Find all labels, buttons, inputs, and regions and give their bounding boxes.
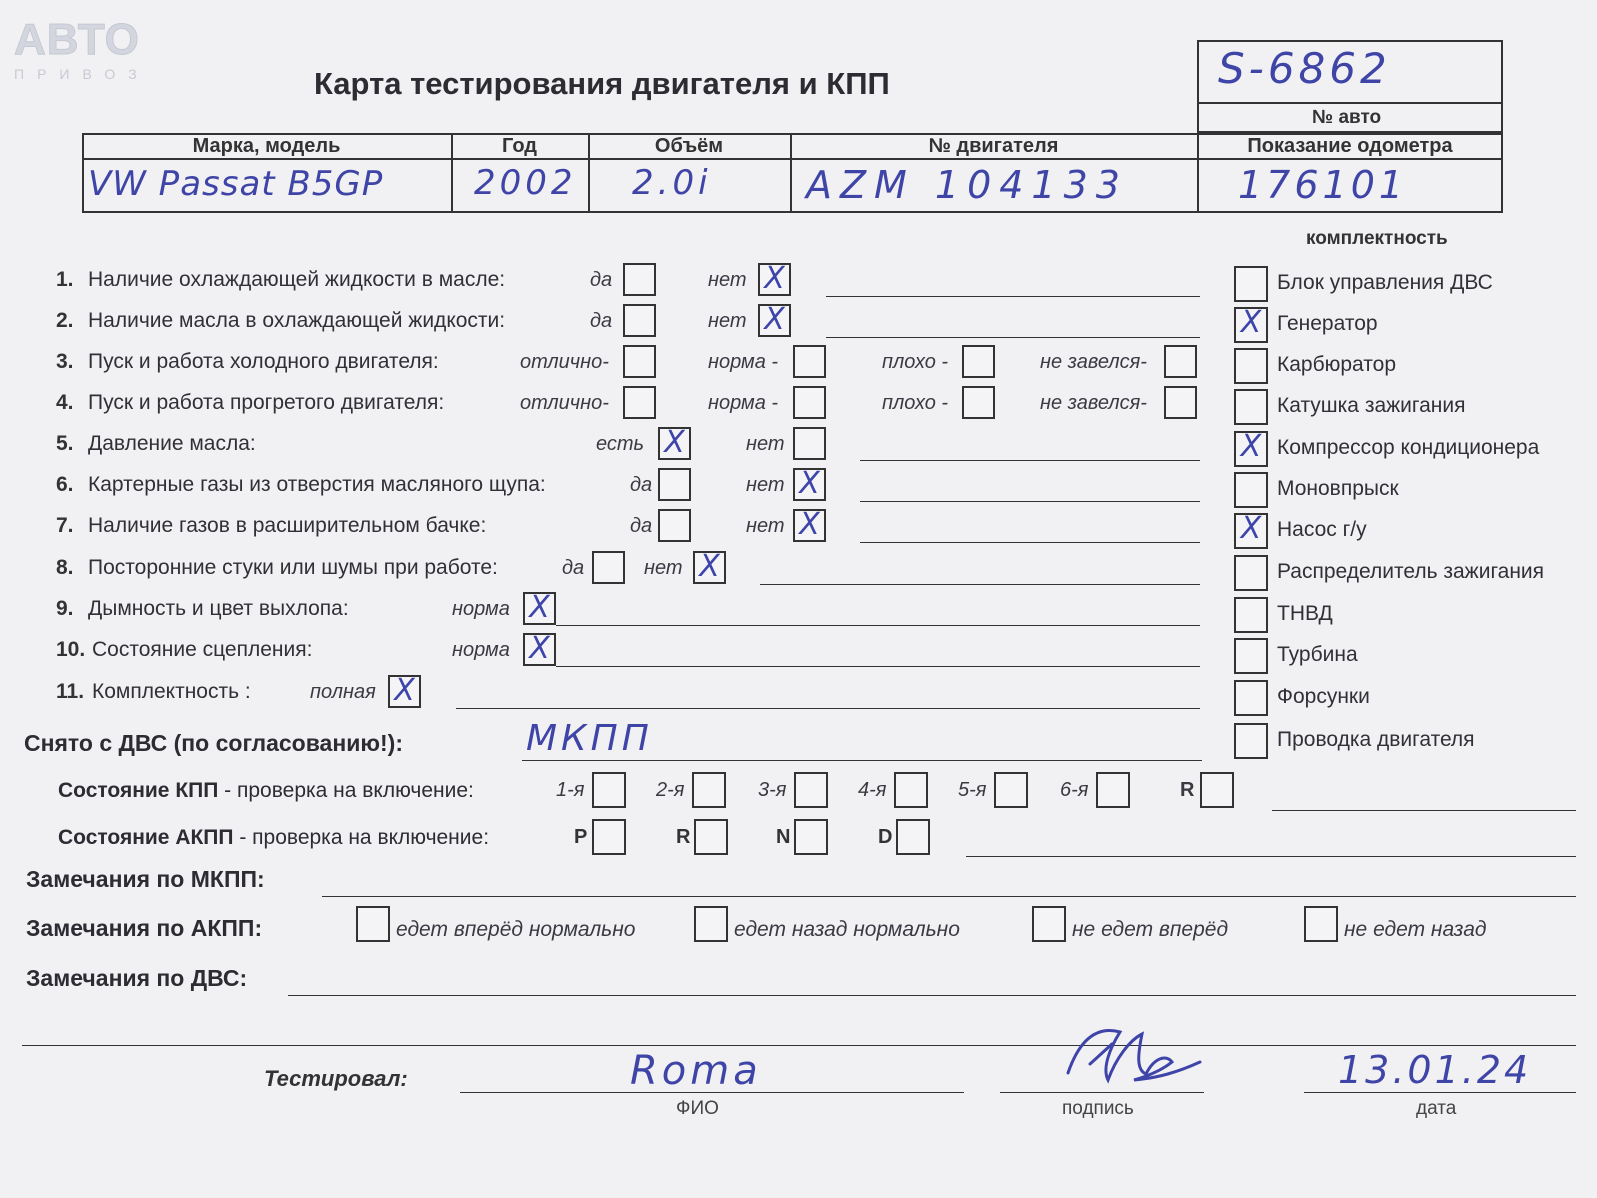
dvs-remarks-line: [288, 995, 1576, 996]
question-number: 11.: [56, 680, 85, 703]
akpp-label: [58, 826, 489, 850]
option-checkbox[interactable]: [962, 386, 995, 419]
header-engine-number: № двигателя: [928, 135, 1059, 157]
logo-sub-text: ПРИВОЗ: [14, 66, 150, 82]
option-checkbox[interactable]: [658, 427, 691, 460]
dvs-remarks-line-2: [22, 1045, 1576, 1046]
option-checkbox[interactable]: [793, 468, 826, 501]
option-label: плохо -: [882, 392, 949, 414]
component-label: Турбина: [1277, 643, 1358, 666]
logo-main-text: АВТО: [14, 15, 140, 64]
question-number: 2.: [56, 309, 74, 332]
option-label: полная: [310, 681, 376, 703]
gear-checkbox[interactable]: [1200, 772, 1234, 808]
gear-checkbox[interactable]: [1096, 772, 1130, 808]
component-label: Форсунки: [1277, 685, 1370, 708]
akpp-mode-checkbox[interactable]: [694, 819, 728, 855]
question-number: 8.: [56, 556, 74, 579]
question-text: Давление масла:: [88, 432, 256, 455]
question-number: 6.: [56, 473, 74, 496]
gear-checkbox[interactable]: [994, 772, 1028, 808]
component-checkbox[interactable]: [1234, 266, 1268, 302]
option-label: нет: [708, 269, 747, 291]
header-volume: Объём: [654, 135, 724, 157]
option-checkbox[interactable]: [658, 468, 691, 501]
option-checkbox[interactable]: [793, 345, 826, 378]
check-mark: X: [799, 466, 820, 501]
component-checkbox[interactable]: [1234, 638, 1268, 674]
value-odometer: 176101: [1238, 163, 1408, 207]
option-checkbox[interactable]: [962, 345, 995, 378]
component-checkbox[interactable]: [1234, 307, 1268, 343]
gear-label: R: [1180, 779, 1195, 801]
akpp-mode-checkbox[interactable]: [794, 819, 828, 855]
check-mark: X: [664, 425, 685, 460]
value-year: 2002: [474, 163, 577, 203]
check-mark: X: [764, 302, 785, 337]
component-label: Проводка двигателя: [1277, 728, 1475, 751]
answer-line: [860, 460, 1200, 461]
akpp-mode-label: P: [574, 826, 588, 848]
completeness-header: комплектность: [1306, 228, 1448, 249]
option-label: нет: [746, 474, 785, 496]
option-label: да: [562, 557, 585, 579]
option-label: да: [630, 474, 653, 496]
fio-caption: ФИО: [676, 1098, 719, 1119]
kpp-label-bold: Состояние КПП: [58, 779, 219, 802]
option-label: норма -: [708, 392, 779, 414]
dvs-remarks-label: Замечания по ДВС:: [26, 965, 248, 991]
question-number: 10.: [56, 638, 86, 661]
akpp-remark-checkbox[interactable]: [1304, 906, 1338, 942]
check-mark: X: [699, 549, 720, 584]
car-number-value: S-6862: [1218, 44, 1391, 93]
page-title: Карта тестирования двигателя и КПП: [314, 66, 890, 101]
table-header-divider: [82, 158, 1503, 160]
check-mark: X: [1240, 429, 1262, 464]
gear-checkbox[interactable]: [692, 772, 726, 808]
component-label: Блок управления ДВС: [1277, 271, 1493, 294]
option-label: отлично-: [520, 392, 609, 414]
answer-line: [860, 501, 1200, 502]
gear-checkbox[interactable]: [894, 772, 928, 808]
signature-line: [1000, 1092, 1204, 1093]
gear-label: 6-я: [1060, 779, 1089, 801]
option-checkbox[interactable]: [1164, 345, 1197, 378]
option-label: нет: [746, 433, 785, 455]
question-text: Картерные газы из отверстия масляного щупа:: [88, 473, 546, 496]
gear-label: 5-я: [958, 779, 987, 801]
question-text: Состояние сцепления:: [92, 638, 313, 661]
header-make-model: Марка, модель: [192, 135, 341, 157]
avto-privoz-logo: [14, 15, 150, 82]
akpp-mode-checkbox[interactable]: [592, 819, 626, 855]
gear-label: 2-я: [656, 779, 685, 801]
component-label: Компрессор кондиционера: [1277, 436, 1540, 459]
check-mark: X: [799, 507, 820, 542]
answer-line: [826, 337, 1200, 338]
option-label: не завелся-: [1040, 392, 1147, 414]
removed-line: [522, 760, 1202, 761]
question-text: Пуск и работа прогретого двигателя:: [88, 391, 445, 414]
question-text: Наличие масла в охлаждающей жидкости:: [88, 309, 506, 332]
kpp-label: [58, 779, 474, 803]
option-label: да: [590, 310, 613, 332]
question-number: 1.: [56, 268, 74, 291]
akpp-remark-option: не едет назад: [1344, 918, 1487, 941]
component-checkbox[interactable]: [1234, 680, 1268, 716]
answer-line: [826, 296, 1200, 297]
option-checkbox[interactable]: [623, 263, 656, 296]
option-label: не завелся-: [1040, 351, 1147, 373]
component-checkbox[interactable]: [1234, 513, 1268, 549]
check-mark: X: [1240, 511, 1262, 546]
gear-label: 4-я: [858, 779, 887, 801]
question-number: 7.: [56, 514, 74, 537]
option-label: норма -: [708, 351, 779, 373]
question-text: Пуск и работа холодного двигателя:: [88, 350, 439, 373]
answer-line: [556, 666, 1200, 667]
mkpp-remarks-label: Замечания по МКПП:: [26, 866, 265, 892]
component-checkbox[interactable]: [1234, 723, 1268, 759]
gear-checkbox[interactable]: [592, 772, 626, 808]
car-number-label: № авто: [1312, 107, 1382, 128]
component-label: Насос г/у: [1277, 518, 1367, 541]
check-mark: X: [394, 673, 415, 708]
component-label: Генератор: [1277, 312, 1378, 335]
removed-value: МКПП: [526, 718, 653, 759]
tested-label: Тестировал:: [264, 1066, 408, 1091]
akpp-remark-checkbox[interactable]: [356, 906, 390, 942]
option-label: норма: [452, 639, 510, 661]
car-number-divider: [1197, 102, 1503, 104]
akpp-remark-checkbox[interactable]: [1032, 906, 1066, 942]
option-checkbox[interactable]: [623, 304, 656, 337]
component-checkbox[interactable]: [1234, 555, 1268, 591]
answer-line: [760, 584, 1200, 585]
kpp-line: [1272, 810, 1576, 811]
question-number: 9.: [56, 597, 74, 620]
check-mark: X: [1240, 305, 1262, 340]
fio-line: [460, 1092, 964, 1093]
signature-caption: подпись: [1062, 1098, 1134, 1119]
fio-value: Roma: [630, 1048, 762, 1094]
component-checkbox[interactable]: [1234, 472, 1268, 508]
akpp-line: [966, 856, 1576, 857]
header-odometer: Показание одометра: [1247, 135, 1453, 157]
component-checkbox[interactable]: [1234, 431, 1268, 467]
date-caption: дата: [1416, 1098, 1457, 1119]
option-label: да: [590, 269, 613, 291]
question-number: 4.: [56, 391, 74, 414]
akpp-label-bold: Состояние АКПП: [58, 826, 234, 849]
akpp-label-rest: - проверка на включение:: [233, 826, 490, 849]
option-checkbox[interactable]: [693, 551, 726, 584]
gear-checkbox[interactable]: [794, 772, 828, 808]
option-checkbox[interactable]: [388, 675, 421, 708]
header-year: Год: [502, 135, 537, 157]
question-text: Посторонние стуки или шумы при работе:: [88, 556, 498, 579]
date-line: [1304, 1092, 1576, 1093]
question-number: 3.: [56, 350, 74, 373]
akpp-remark-option: едет вперёд нормально: [396, 918, 636, 941]
option-checkbox[interactable]: [1164, 386, 1197, 419]
akpp-remarks-label: Замечания по АКПП:: [26, 915, 263, 941]
component-label: Моновпрыск: [1277, 477, 1399, 500]
option-label: нет: [708, 310, 747, 332]
component-checkbox[interactable]: [1234, 389, 1268, 425]
option-checkbox[interactable]: [758, 304, 791, 337]
akpp-mode-checkbox[interactable]: [896, 819, 930, 855]
component-label: Катушка зажигания: [1277, 394, 1466, 417]
akpp-mode-label: D: [878, 826, 893, 848]
gear-label: 1-я: [556, 779, 585, 801]
answer-line: [556, 625, 1200, 626]
akpp-remark-checkbox[interactable]: [694, 906, 728, 942]
option-checkbox[interactable]: [623, 345, 656, 378]
option-checkbox[interactable]: [523, 633, 556, 666]
component-label: Распределитель зажигания: [1277, 560, 1545, 583]
option-label: нет: [746, 515, 785, 537]
kpp-label-rest: - проверка на включение:: [218, 779, 474, 802]
option-checkbox[interactable]: [793, 509, 826, 542]
question-number: 5.: [56, 432, 74, 455]
question-text: Комплектность :: [92, 680, 251, 703]
value-make-model: VW Passat B5GP: [88, 164, 384, 204]
component-checkbox[interactable]: [1234, 597, 1268, 633]
gear-label: 3-я: [758, 779, 787, 801]
option-checkbox[interactable]: [658, 509, 691, 542]
option-checkbox[interactable]: [793, 427, 826, 460]
option-label: плохо -: [882, 351, 949, 373]
check-mark: X: [529, 631, 550, 666]
mkpp-remarks-line: [322, 896, 1576, 897]
option-checkbox[interactable]: [793, 386, 826, 419]
component-label: Карбюратор: [1277, 353, 1397, 376]
answer-line: [860, 542, 1200, 543]
option-label: отлично-: [520, 351, 609, 373]
value-volume: 2.0i: [632, 163, 712, 203]
option-label: есть: [596, 433, 645, 455]
option-label: нет: [644, 557, 683, 579]
date-value: 13.01.24: [1338, 1048, 1532, 1092]
akpp-remark-option: едет назад нормально: [734, 918, 960, 941]
akpp-remark-option: не едет вперёд: [1072, 918, 1229, 941]
value-engine-number: AZM 104133: [806, 163, 1128, 207]
option-checkbox[interactable]: [523, 592, 556, 625]
component-checkbox[interactable]: [1234, 348, 1268, 384]
question-text: Дымность и цвет выхлопа:: [88, 597, 349, 620]
option-label: да: [630, 515, 653, 537]
question-text: Наличие охлаждающей жидкости в масле:: [88, 268, 506, 291]
check-mark: X: [529, 590, 550, 625]
removed-label: Снято с ДВС (по согласованию!):: [24, 730, 403, 756]
component-label: ТНВД: [1277, 602, 1333, 625]
option-checkbox[interactable]: [758, 263, 791, 296]
option-checkbox[interactable]: [623, 386, 656, 419]
signature: [1050, 1018, 1210, 1098]
question-text: Наличие газов в расширительном бачке:: [88, 514, 487, 537]
akpp-mode-label: R: [676, 826, 691, 848]
option-checkbox[interactable]: [592, 551, 625, 584]
akpp-mode-label: N: [776, 826, 791, 848]
check-mark: X: [764, 261, 785, 296]
answer-line: [456, 708, 1200, 709]
option-label: норма: [452, 598, 510, 620]
